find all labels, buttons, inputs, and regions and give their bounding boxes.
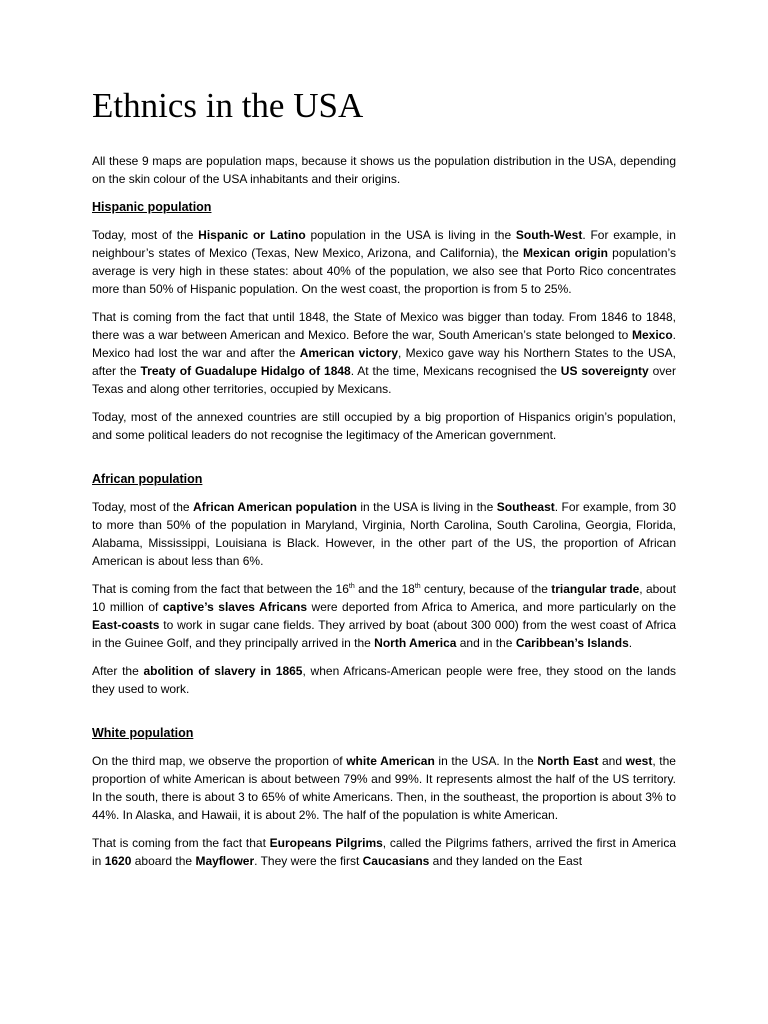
paragraph [92, 152, 676, 188]
text-run: , Mexico gave way his Northern States to the USA, after the [92, 346, 676, 378]
text-run: . Mexico had lost the war and after the [92, 328, 676, 360]
paragraph [92, 226, 676, 298]
text-run: , called the Pilgrims fathers, arrived the first in America in [92, 836, 676, 868]
text-run: and [598, 754, 626, 768]
bold-text: Europeans Pilgrims [269, 836, 383, 850]
text-run: were deported from Africa to America, and more particularly on the [307, 600, 676, 614]
paragraph [92, 308, 676, 398]
bold-text: Mexican origin [523, 246, 608, 260]
text-run: and in the [456, 636, 516, 650]
paragraph [92, 662, 676, 698]
text-run: After the [92, 664, 144, 678]
section-heading: White population [92, 726, 194, 740]
text-run: and the 18 [354, 582, 415, 596]
text-run: Today, most of the [92, 228, 199, 242]
text-run: . For example, in neighbour’s states of Mexico (Texas, New Mexico, Arizona, and California), the [92, 228, 676, 260]
text-run: On the third map, we observe the proportion of [92, 754, 347, 768]
page-title: Ethnics in the USA [92, 86, 364, 125]
document-body [92, 152, 676, 880]
text-run: . At the time, Mexicans recognised the [350, 364, 561, 378]
text-run: That is coming from the fact that [92, 836, 270, 850]
bold-text: South-West [515, 228, 583, 242]
bold-text: Caucasians [362, 854, 430, 868]
superscript: th [414, 583, 421, 590]
bold-text: abolition of slavery in 1865 [143, 664, 303, 678]
bold-text: East-coasts [92, 618, 160, 632]
text-run: in the USA is living in the [356, 500, 497, 514]
bold-text: white American [346, 754, 435, 768]
paragraph [92, 580, 676, 652]
text-run: Today, most of the [92, 500, 194, 514]
text-run: . [628, 636, 633, 650]
bold-text: North East [537, 754, 599, 768]
bold-text: Caribbean’s Islands [515, 636, 629, 650]
bold-text: triangular trade [551, 582, 640, 596]
text-run: and they landed on the East [429, 854, 583, 868]
text-run: aboard the [131, 854, 196, 868]
bold-text: 1620 [104, 854, 132, 868]
text-run: , when Africans-American people were free, they stood on the lands they used to work. [92, 664, 676, 696]
text-run: . For example, from 30 to more than 50% of the population in Maryland, Virginia, North Carolina, South Carolina, Georgia, Florida, Alabama, Mississippi, Louisiana is Black. However, in the other part of the US, the proportion of African American is about less than 6%. [92, 500, 677, 568]
bold-text: Mexico [631, 328, 673, 342]
bold-text: US sovereignty [560, 364, 649, 378]
text-run: century, because of the [420, 582, 552, 596]
paragraph [92, 498, 676, 570]
bold-text: Treaty of Guadalupe Hidalgo of 1848 [140, 364, 351, 378]
bold-text: American victory [299, 346, 399, 360]
bold-text: west [625, 754, 653, 768]
text-run: . They were the first [254, 854, 363, 868]
bold-text: Hispanic or Latino [198, 228, 306, 242]
text-run: over Texas and along other territories, occupied by Mexicans. [92, 364, 676, 396]
bold-text: Southeast [496, 500, 555, 514]
text-run: That is coming from the fact that between the 16 [92, 582, 349, 596]
bold-text: captive’s slaves Africans [162, 600, 308, 614]
paragraph [92, 752, 676, 824]
text-run: population’s average is very high in these states: about 40% of the population, we also see that Porto Rico concentrates more than 50% of Hispanic population. On the west coast, the proportion is from 5 to 25%. [92, 246, 676, 296]
superscript: th [348, 583, 355, 590]
paragraph [92, 408, 676, 444]
text-run: , the proportion of white American is about between 79% and 99%. It represents almost the half of the US territory. In the south, there is about 3 to 65% of white Americans. Then, in the southeast, the proportion is about 3% to 44%. In Alaska, and Hawaii, it is about 2%. The half of the population is white American. [92, 754, 676, 822]
bold-text: African American population [193, 500, 357, 514]
text-run: , about 10 million of [92, 582, 676, 614]
section-heading: African population [92, 472, 203, 486]
text-run: Today, most of the annexed countries are still occupied by a big proportion of Hispanics origin’s population, and some political leaders do not recognise the legitimacy of the American government. [92, 410, 676, 442]
bold-text: North America [374, 636, 457, 650]
bold-text: Mayflower [195, 854, 255, 868]
text-run: All these 9 maps are population maps, because it shows us the population distribution in the USA, depending on the skin colour of the USA inhabitants and their origins. [92, 154, 676, 186]
paragraph [92, 834, 676, 870]
section-heading: Hispanic population [92, 200, 212, 214]
text-run: That is coming from the fact that until 1848, the State of Mexico was bigger than today. From 1846 to 1848, there was a war between American and Mexico. Before the war, South American’s state belonged to [92, 310, 676, 342]
text-run: to work in sugar cane fields. They arrived by boat (about 300 000) from the west coast of Africa in the Guinee Golf, and they principally arrived in the [92, 618, 676, 650]
text-run: in the USA. In the [434, 754, 538, 768]
text-run: population in the USA is living in the [305, 228, 516, 242]
